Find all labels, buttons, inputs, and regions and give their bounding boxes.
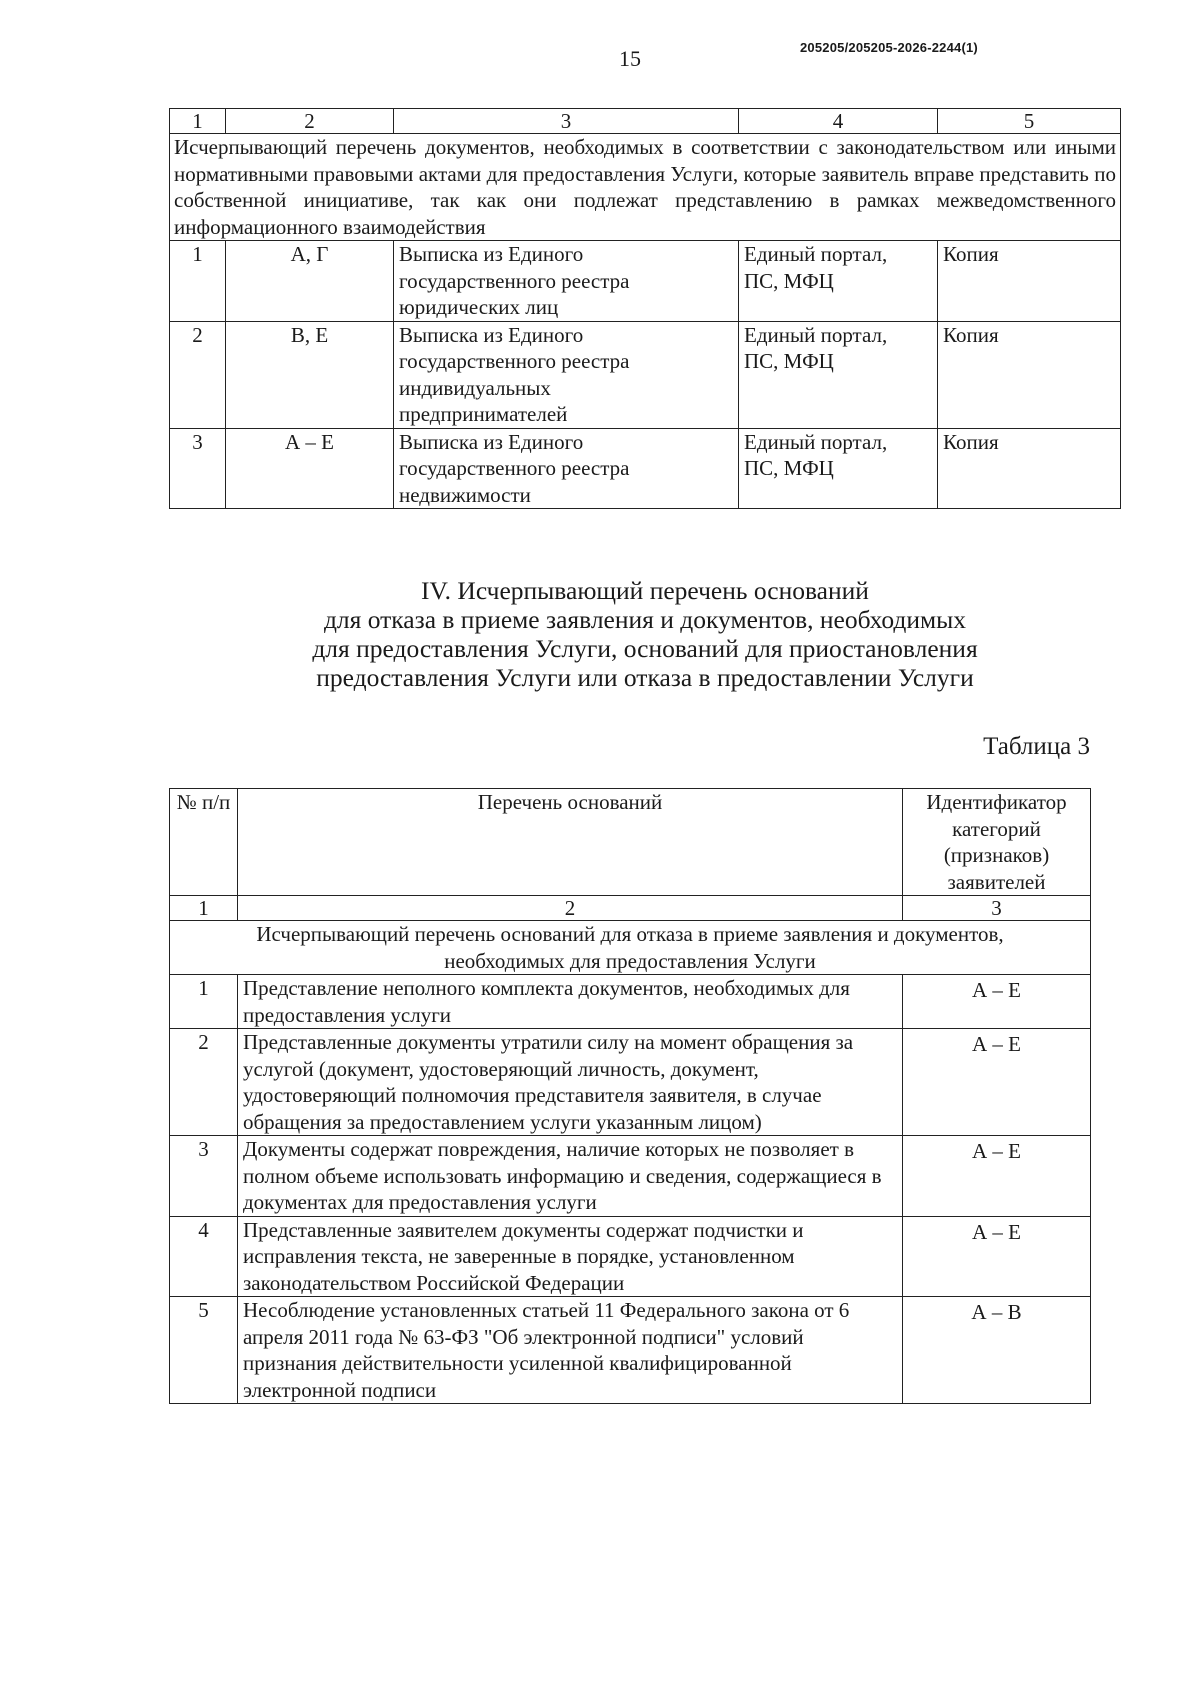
table-row [170,1136,1091,1217]
table-caption: Таблица 3 [983,733,1090,760]
section-row [170,921,1091,975]
submission-channel: Единый портал, ПС, МФЦ [739,241,938,322]
documents-table [169,108,1121,509]
section-title: Исчерпывающий перечень документов, необходимых в соответствии с законодательством или иными нормативными правовыми актами для предоставления Услуги, которые заявитель вправе представить по собственной инициативе, так как они подлежат представлению в рамках межведомственного информационного взаимодействия [170,134,1121,241]
submission-channel: Единый портал, ПС, МФЦ [739,428,938,509]
section-heading-line: для отказа в приеме заявления и документов, необходимых [323,605,967,634]
row-number: 2 [170,1029,238,1136]
header-reasons: Перечень оснований [238,789,903,896]
category-identifier: А – В [903,1297,1091,1404]
table-row [170,428,1121,509]
column-header-row [170,789,1091,896]
column-index: 1 [170,896,238,921]
column-index: 5 [938,109,1121,134]
row-number: 3 [170,428,226,509]
page-number: 15 [619,46,641,71]
reason-text: Документы содержат повреждения, наличие которых не позволяет в полном объеме использовать информацию и сведения, содержащиеся в документах для предоставления услуги [238,1136,903,1217]
section-title: Исчерпывающий перечень оснований для отказа в приеме заявления и документов, необходимых для предоставления Услуги [170,921,1091,975]
document-form: Копия [938,241,1121,322]
reason-text: Представленные документы утратили силу на момент обращения за услугой (документ, удостоверяющий личность, документ, удостоверяющий полномочия представителя заявителя, в случае обращения за предоставлением услуги указанным лицом) [238,1029,903,1136]
document-form: Копия [938,321,1121,428]
document-name: Выписка из Единого государственного реестра индивидуальных предпринимателей [394,321,739,428]
table-row [170,321,1121,428]
document-name: Выписка из Единого государственного реестра недвижимости [394,428,739,509]
document-name: Выписка из Единого государственного реестра юридических лиц [394,241,739,322]
column-index: 3 [394,109,739,134]
table-row [170,975,1091,1029]
applicant-categories: А – Е [226,428,394,509]
section-heading [170,576,1120,692]
row-number: 4 [170,1216,238,1297]
header-number: № п/п [170,789,238,896]
submission-channel: Единый портал, ПС, МФЦ [739,321,938,428]
row-number: 5 [170,1297,238,1404]
column-index-row [170,896,1091,921]
section-heading-line: IV. Исчерпывающий перечень оснований [421,576,869,605]
reason-text: Несоблюдение установленных статьей 11 Федерального закона от 6 апреля 2011 года № 63-ФЗ "Об электронной подписи" условий признания действительности усиленной квалифицированной электронной подписи [238,1297,903,1404]
column-index: 2 [226,109,394,134]
section-heading-line: предоставления Услуги или отказа в предоставлении Услуги [316,663,974,692]
column-index: 1 [170,109,226,134]
applicant-categories: А, Г [226,241,394,322]
table-row [170,1216,1091,1297]
category-identifier: А – Е [903,1216,1091,1297]
column-index: 4 [739,109,938,134]
category-identifier: А – Е [903,1136,1091,1217]
row-number: 2 [170,321,226,428]
row-number: 3 [170,1136,238,1217]
column-index: 2 [238,896,903,921]
column-index-row [170,109,1121,134]
applicant-categories: В, Е [226,321,394,428]
document-id: 205205/205205-2026-2244(1) [800,40,978,55]
row-number: 1 [170,241,226,322]
category-identifier: А – Е [903,1029,1091,1136]
table-row [170,1029,1091,1136]
refusal-grounds-table [169,788,1091,1404]
header-identifier: Идентификатор категорий (признаков) заявителей [903,789,1091,896]
column-index: 3 [903,896,1091,921]
reason-text: Представленные заявителем документы содержат подчистки и исправления текста, не заверенные в порядке, установленном законодательством Российской Федерации [238,1216,903,1297]
table-row [170,1297,1091,1404]
section-row [170,134,1121,241]
reason-text: Представление неполного комплекта документов, необходимых для предоставления услуги [238,975,903,1029]
category-identifier: А – Е [903,975,1091,1029]
table-row [170,241,1121,322]
document-form: Копия [938,428,1121,509]
section-heading-line: для предоставления Услуги, оснований для приостановления [312,634,978,663]
row-number: 1 [170,975,238,1029]
